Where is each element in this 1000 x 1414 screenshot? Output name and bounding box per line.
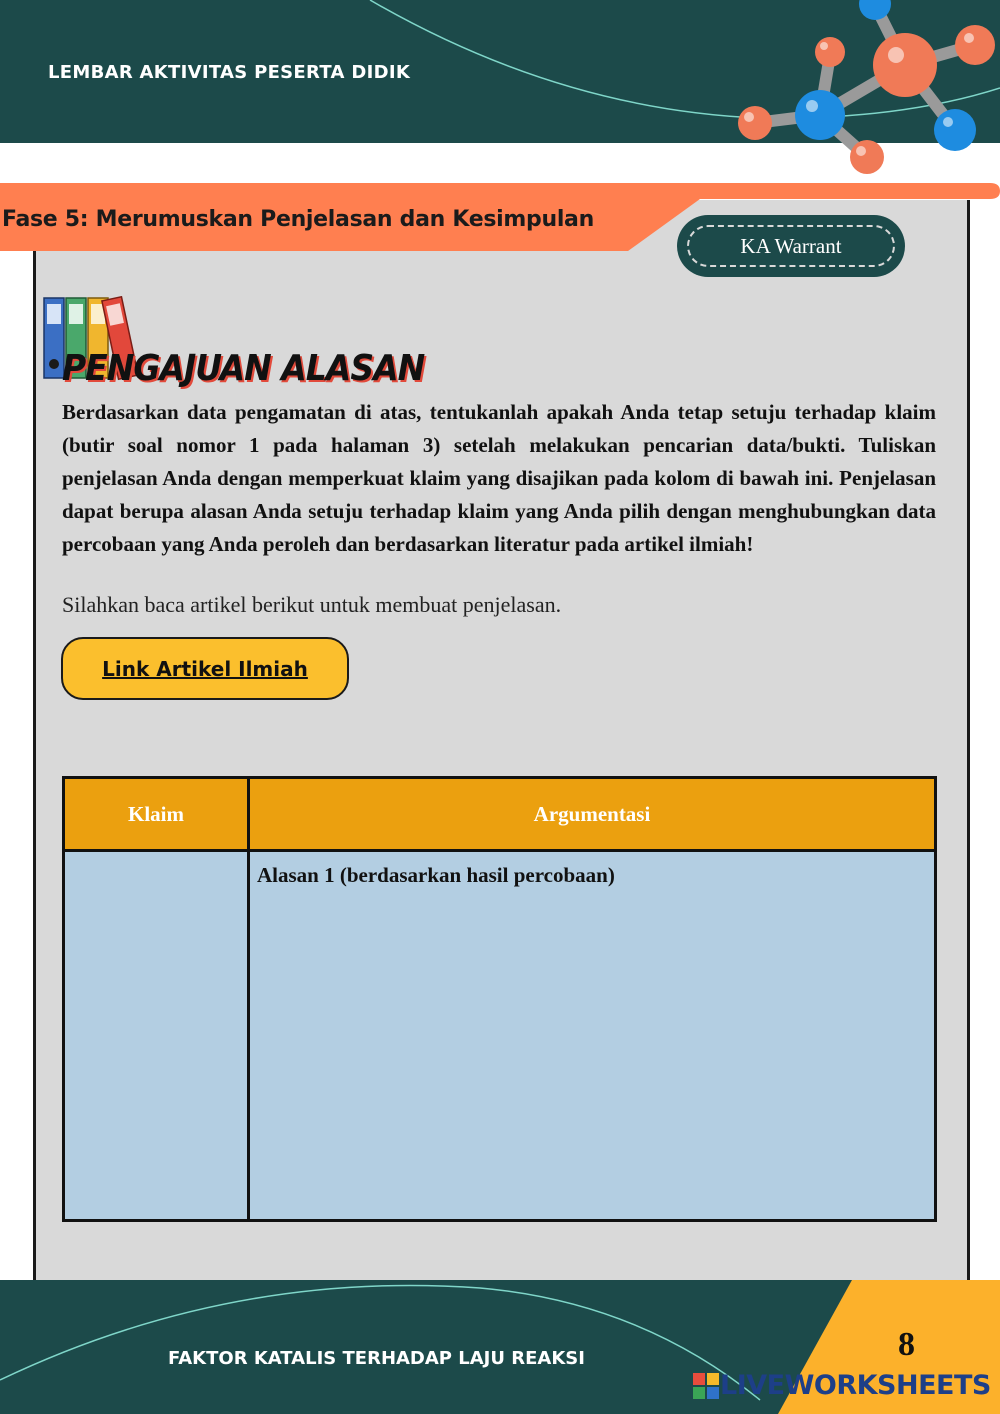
article-link-button[interactable] — [61, 637, 349, 700]
table-row — [64, 851, 936, 1221]
klaim-header: Klaim — [64, 778, 249, 851]
claim-value[interactable] — [66, 853, 246, 873]
header-title: LEMBAR AKTIVITAS PESERTA DIDIK — [48, 62, 411, 83]
instructions-text: Berdasarkan data pengamatan di atas, tentukanlah apakah Anda tetap setuju terhadap klaim (butir soal nomor 1 pada halaman 3) setelah melakukan pencarian data/bukti. Tuliskan penjelasan Anda dengan memperkuat klaim yang disajikan pada kolom di bawah ini. Penjelasan dapat berupa alasan Anda setuju terhadap klaim yang Anda pilih dengan menghubungkan data percobaan yang Anda peroleh dan berdasarkan literatur pada artikel ilmiah! — [62, 400, 936, 556]
argument-table — [62, 776, 937, 1222]
footer-title: FAKTOR KATALIS TERHADAP LAJU REAKSI — [168, 1348, 585, 1369]
liveworksheets-logo-icon — [692, 1372, 720, 1400]
article-note: Silahkan baca artikel berikut untuk membuat penjelasan. — [62, 592, 562, 617]
liveworksheets-watermark — [692, 1370, 991, 1401]
page-number: 8 — [898, 1326, 915, 1363]
claim-cell[interactable] — [64, 851, 249, 1221]
watermark-text: LIVEWORKSHEETS — [720, 1370, 991, 1401]
molecule-icon — [700, 0, 1000, 185]
article-link-label[interactable]: Link Artikel Ilmiah — [102, 656, 308, 681]
badge-label: KA Warrant — [740, 233, 842, 258]
ka-warrant-badge — [681, 219, 901, 273]
argumentasi-header: Argumentasi — [249, 778, 936, 851]
section-heading: PENGAJUAN ALASAN — [62, 346, 425, 389]
argument-cell[interactable] — [249, 851, 936, 1221]
argument-prompt: Alasan 1 (berdasarkan hasil percobaan) — [257, 863, 615, 887]
table-header-row — [64, 778, 936, 851]
phase-title: Fase 5: Merumuskan Penjelasan dan Kesimpulan — [2, 207, 594, 232]
